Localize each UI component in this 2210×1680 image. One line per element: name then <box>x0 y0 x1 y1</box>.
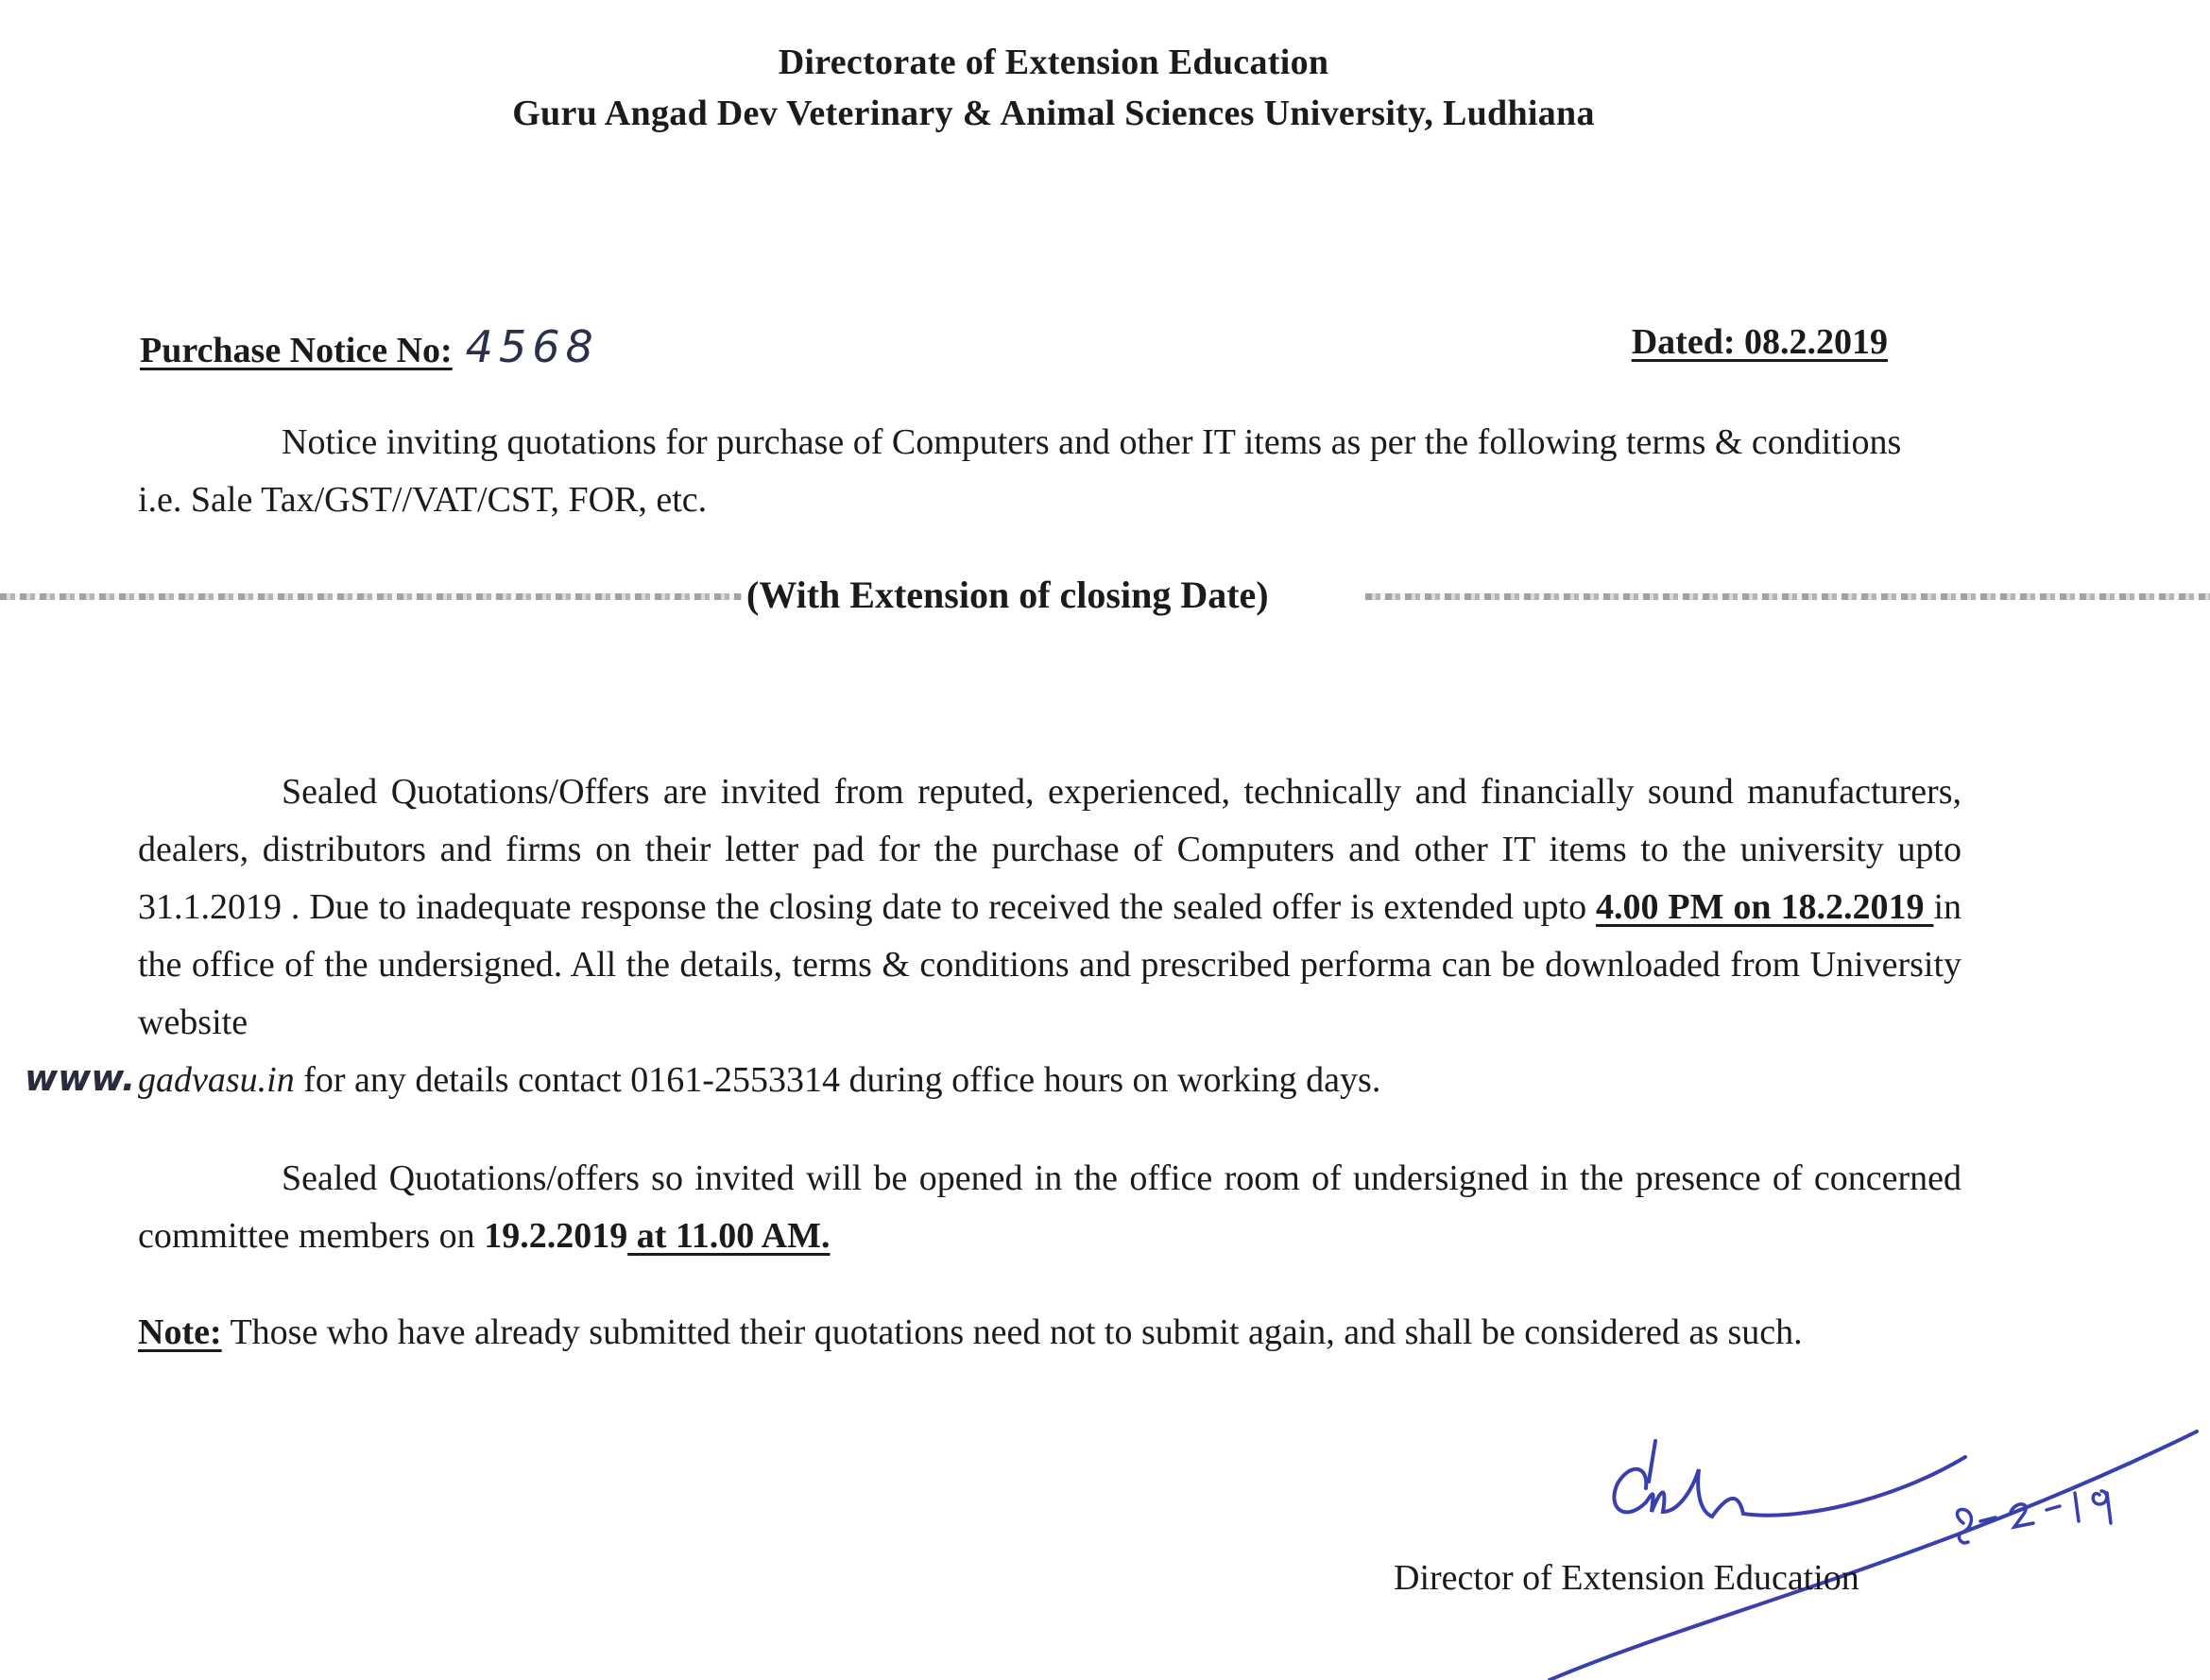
directorate-heading: Directorate of Extension Education <box>778 43 1329 82</box>
notice-meta-row <box>140 321 1888 378</box>
extension-title: (With Extension of closing Date) <box>746 574 1269 616</box>
quotation-paragraph <box>138 763 1962 1109</box>
handwritten-notice-number: 4568 <box>465 321 599 372</box>
handwritten-signature <box>1550 1431 2197 1680</box>
opening-date: 19.2.2019 <box>484 1216 628 1256</box>
signatory-designation: Director of Extension Education <box>1394 1558 1859 1598</box>
intro-paragraph <box>138 414 1943 529</box>
purchase-notice-number <box>140 321 599 372</box>
opening-paragraph <box>138 1150 1962 1265</box>
note-label: Note: <box>138 1312 222 1352</box>
note-paragraph <box>138 1304 1962 1362</box>
intro-text: Notice inviting quotations for purchase of Computers and other IT items as per the following terms & conditions i.e. Sale Tax/GST//VAT/CST, FOR, etc. <box>138 422 1902 520</box>
closing-deadline: 4.00 PM on 18.2.2019 <box>1596 887 1934 927</box>
note-text: Those who have already submitted their quotations need not to submit again, and shall be considered as such. <box>221 1312 1803 1352</box>
para1-text-b: in the office of the undersigned. All the details, terms & conditions and prescribed performa can be downloaded from University website <box>138 887 1962 1042</box>
extension-banner <box>0 573 2210 620</box>
para2-text: Sealed Quotations/offers so invited will be opened in the office room of undersigned in the presence of concerned committee members on <box>138 1158 1962 1256</box>
para1-text-c: for any details contact 0161-2553314 during office hours on working days. <box>294 1060 1381 1100</box>
opening-time: at 11.00 AM. <box>627 1216 831 1256</box>
scan-artifact-left <box>0 593 742 600</box>
para1-text-a: Sealed Quotations/Offers are invited from reputed, experienced, technically and financially sound manufacturers, dealers, distributors and firms on their letter pad for the purchase of Computers and other IT items to the university upto 31.1.2019 . Due to inadequate response the closing date to received the sealed offer is extended upto <box>138 772 1962 927</box>
handwritten-signature-date <box>1957 1491 2111 1543</box>
website-link: gadvasu.in <box>138 1060 295 1100</box>
university-heading: Guru Angad Dev Veterinary & Animal Sciences University, Ludhiana <box>512 94 1595 133</box>
handwritten-www-prefix: www. <box>25 1057 136 1099</box>
scan-artifact-right <box>1365 593 2210 600</box>
purchase-notice-label: Purchase Notice No: <box>140 331 453 370</box>
notice-date: Dated: 08.2.2019 <box>1631 322 1888 362</box>
